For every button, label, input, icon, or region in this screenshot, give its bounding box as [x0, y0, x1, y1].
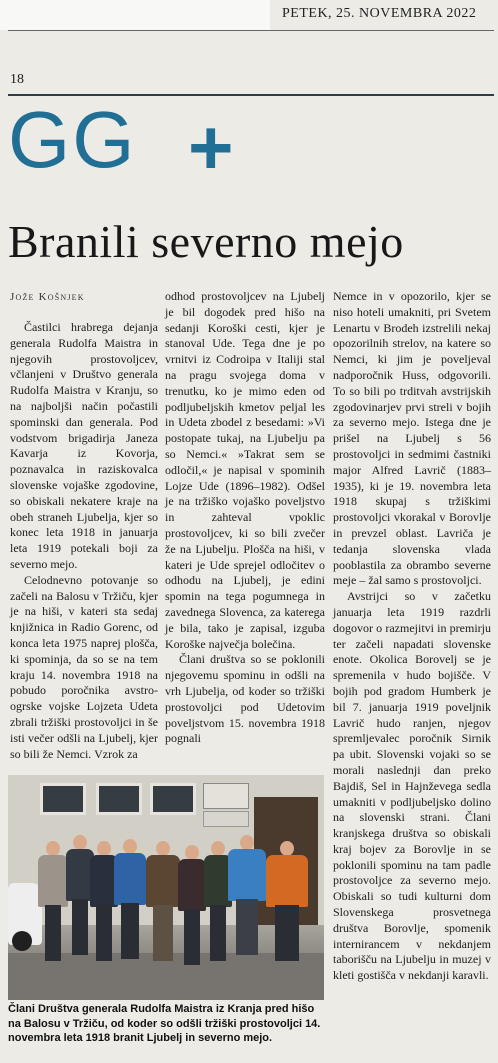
car-wheel	[12, 931, 32, 951]
group-photo	[8, 775, 324, 1000]
library-sign	[203, 783, 249, 809]
article-column-2	[165, 289, 325, 747]
paragraph: Nemce in v opozorilo, kjer se niso hoteli umakniti, pri Svetem Lenartu v Brodeh izstrelili nekaj opozorilnih strelov, na katere so Nemci, ki jim je poveljeval nadporočnik Huss, odgovorili. To so bili po trditvah avstrijskih zgodovinarjev prvi streli v bojih za severno mejo. Istega dne je prišel na Ljubelj s 56 prostovoljci in sedmimi častniki major Alfred Lavrič (1883–1935), ki je 19. novembra leta 1918 skupaj s tržiškimi prostovoljci vkorakal v Borovlje in prevzel oblast. Lavriča je tedanja slovenska vlada pooblastila za obrambo severne meje – žal samo s prostovoljci.	[333, 289, 491, 588]
paragraph: Člani društva so se poklonili njegovemu spominu in odšli na vrh Ljubelja, od koder so tržiški prostovoljci pod Udetovim poveljstvom 15. novembra 1918 pognali	[165, 652, 325, 746]
section-logo-plus: +	[188, 103, 234, 191]
paragraph: Celodnevno potovanje so začeli na Balosu v Tržiču, kjer je na hiši, v kateri sta sedaj knjižnica in Radio Gorenc, od konca leta 1975 naprej plošča, ki spominja, da so se na tem kraju 14. novembra 1918 na pobudo poročnika avstro-ogrske vojske Lojzeta Udeta zbrali tržiški prostovoljci in še isti večer odšli na Ljubelj, kjer so bili že Nemci. Vzrok za	[10, 572, 158, 761]
article-author: Jože Košnjek	[10, 291, 85, 303]
person	[38, 841, 68, 961]
article-column-3	[333, 289, 491, 984]
paragraph: odhod prostovoljcev na Ljubelj je bil dogodek pred hišo na sedanji Koroški cesti, kjer je stanoval Ude. Tega dne je po vrnitvi iz Codroipa v Italiji stal na pragu svojega doma v trenutku, ko je mimo eden od podljubeljskih kmetov peljal les in Udeta zbodel z besedami: »Vi postopate tukaj, na Ljubelju pa so Nemci.« »Takrat sem se odločil,« je napisal v spominih Lojze Ude (1896–1982). Odšel je na tržiško vojaško poveljstvo in zahteval vpoklic prostovoljcev, ki so bili zvečer že na Ljubelju. Plošča na hiši, v kateri je Ude sprejel odločitev o odhodu na Ljubelj, je edini spomin na tega pogumnega in zavednega Slovenca, za katerega je bila, tako je zapisal, izguba Koroške največja bolečina.	[165, 289, 325, 651]
person	[146, 841, 180, 961]
person	[266, 841, 308, 961]
header-divider	[8, 30, 494, 31]
memorial-plaque	[203, 811, 249, 827]
page-number: 18	[10, 72, 24, 87]
article-headline: Branili severno mejo	[8, 216, 404, 267]
scanner-margin	[0, 0, 270, 30]
person	[178, 845, 206, 965]
window	[40, 783, 86, 815]
article-column-1	[10, 320, 158, 762]
window	[96, 783, 142, 815]
photo-caption: Člani Društva generala Rudolfa Maistra iz Kranja pred hišo na Balosu v Tržiču, od koder so odšli tržiški prostovoljci 14. novembra leta 1918 branit Ljubelj in severno mejo.	[8, 1003, 321, 1044]
person	[114, 839, 146, 959]
window	[150, 783, 196, 815]
issue-date: PETEK, 25. NOVEMBRA 2022	[282, 6, 477, 21]
person	[228, 835, 266, 959]
paragraph: Avstrijci so v začetku januarja leta 1919 razdrli dogovor o razmejitvi in premirju ter začeli napadati slovenske enote. Okolica Borovelj se je spremenila v hudo bojišče. V bojih pod gradom Humberk je bil 7. januarja 1919 poveljnik Lavrič hudo ranjen, njegov spremljevalec poročnik Sirnik pa ubit. Slovenski vojaki so se morali naslednji dan preko Bajdiš, Sel in Hajnževega sedla umakniti v podljubeljsko dolino na slovenski strani. Člani kranjskega društva so obiskali kraj bojev za Borovlje in se poklonili spominu na tam padle prostovoljce za severno mejo. Obiskali so tudi kulturni dom Slovenskega prosvetnega društva Borovlje, spomenik internirancem v nekdanjem taborišču na Ljubelju in muzej v kleti gostišča v nekdanji karavli.	[333, 589, 491, 983]
paragraph: Častilci hrabrega dejanja generala Rudolfa Maistra in njegovih prostovoljcev, včlanjeni v Društvo generala Rudolfa Maistra v Kranju, so na najboljši način počastili spominski dan generala. Pod vodstvom brigadirja Janeza Kavarja iz Kovorja, poznavalca in raziskovalca slovenske vojaške zgodovine, so obiskali nekatere kraje na obeh straneh Ljubelja, kjer so konec leta 1918 in januarja leta 1919 potekali boji za severno mejo.	[10, 320, 158, 571]
section-logo: GG	[8, 95, 137, 184]
